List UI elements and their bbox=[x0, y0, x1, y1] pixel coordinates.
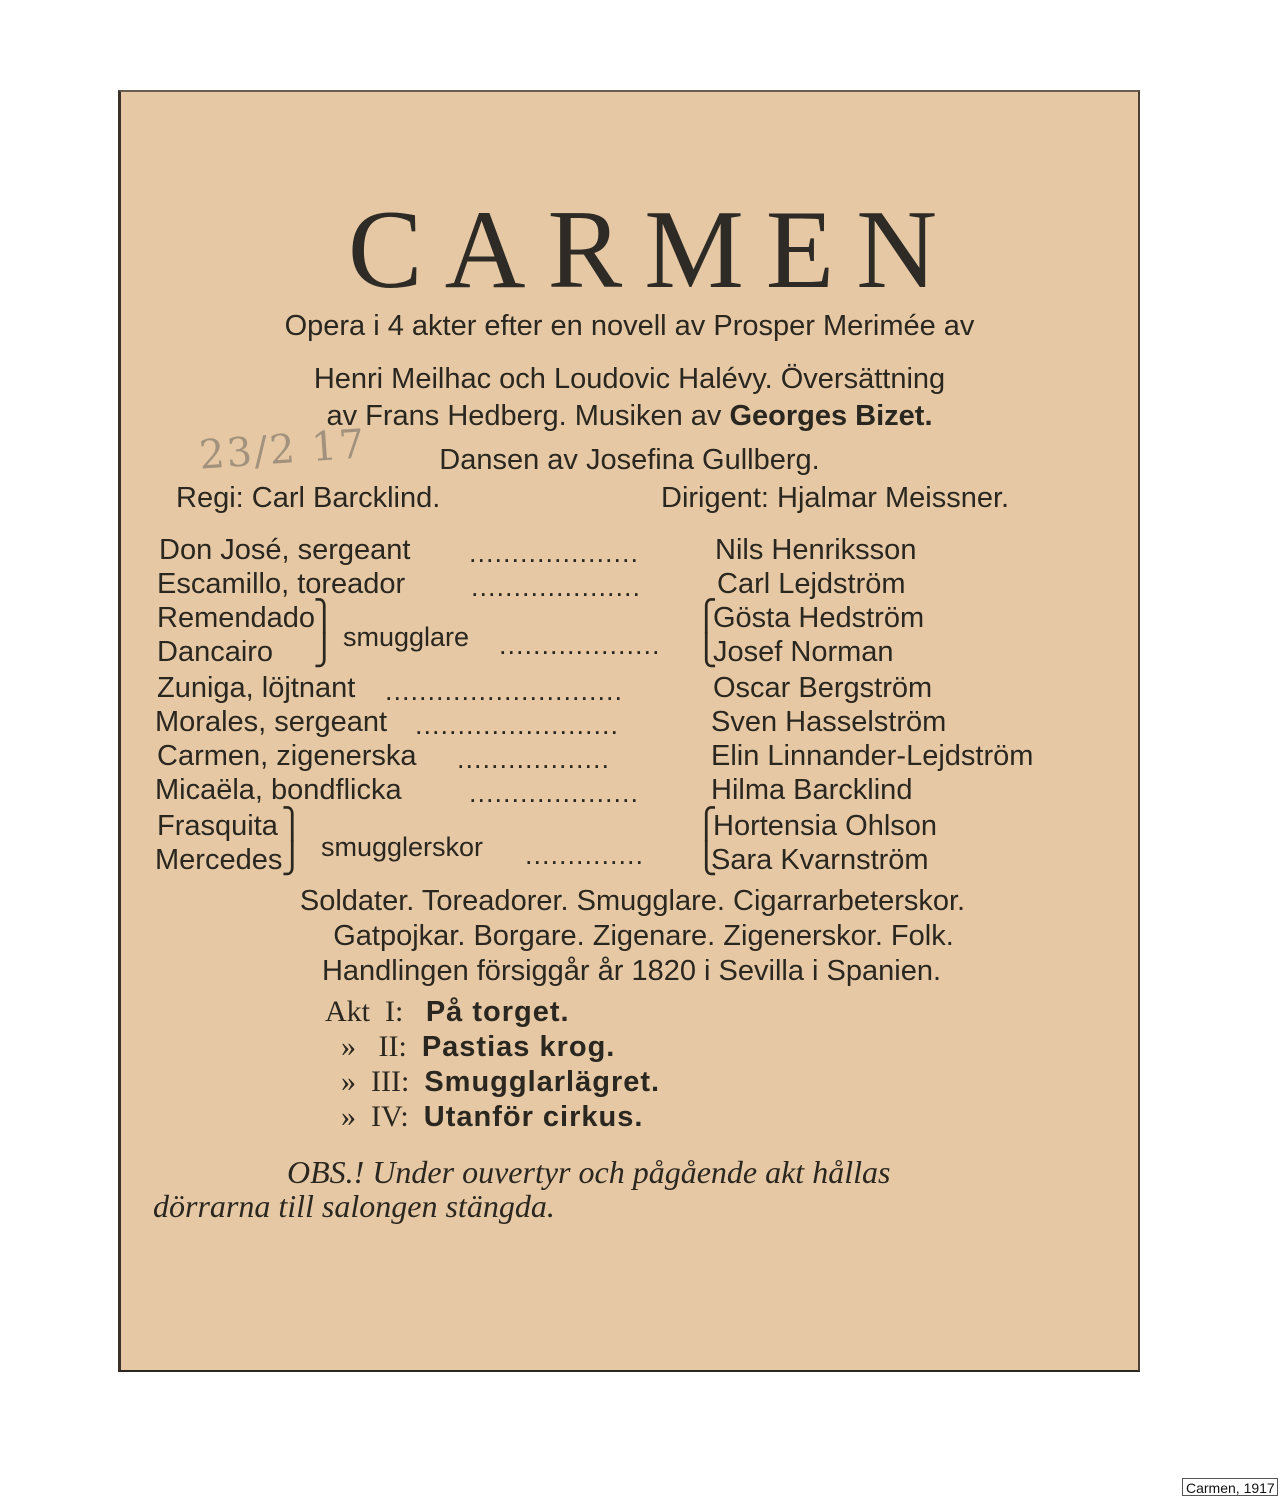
newspaper-clipping bbox=[118, 90, 1140, 1372]
cast-actor-hortensia-ohlson: Hortensia Ohlson bbox=[713, 810, 938, 842]
cast-role-morales: Morales, sergeant bbox=[155, 706, 388, 738]
cast-actor-morales: Sven Hasselström bbox=[711, 706, 947, 738]
cast-actor-zuniga: Oscar Bergström bbox=[713, 672, 933, 704]
cast-actor-carmen: Elin Linnander-Lejdström bbox=[711, 740, 1034, 772]
cast-actor-josef-norman: Josef Norman bbox=[713, 636, 894, 668]
cast-actor-escamillo: Carl Lejdström bbox=[717, 568, 906, 600]
brace-glyph: ⎫ bbox=[313, 600, 336, 633]
cast-leader-dots: .................. bbox=[457, 744, 611, 774]
cast-leader-dots: ........................ bbox=[415, 710, 620, 740]
brace-glyph: ⎧ bbox=[695, 808, 718, 841]
intro-line-2: Henri Meilhac och Loudovic Halévy. Översättning bbox=[313, 363, 946, 395]
brace-glyph: ⎧ bbox=[695, 600, 718, 633]
obs-line-2: dörrarna till salongen stängda. bbox=[153, 1188, 555, 1224]
brace-glyph: ⎩ bbox=[695, 634, 718, 667]
brace-glyph: ⎫ bbox=[281, 808, 304, 841]
act-1: Akt I: På torget. bbox=[325, 995, 570, 1028]
cast-role-carmen: Carmen, zigenerska bbox=[157, 740, 417, 772]
cast-leader-dots: .................... bbox=[471, 572, 642, 602]
brace-glyph: ⎩ bbox=[695, 842, 718, 875]
regi-credit: Regi: Carl Barcklind. bbox=[176, 482, 441, 514]
chorus-line-2: Gatpojkar. Borgare. Zigenare. Zigenerskor. Folk. bbox=[333, 920, 954, 952]
cast-role-frasquita: Frasquita bbox=[157, 810, 278, 842]
cast-role-dancairo: Dancairo bbox=[157, 636, 274, 668]
obs-line-1: OBS.! Under ouvertyr och pågående akt hållas bbox=[287, 1154, 891, 1190]
cast-role-remendado: Remendado bbox=[157, 602, 315, 634]
cast-group-smugglare: smugglare bbox=[343, 622, 470, 652]
cast-role-mercedes: Mercedes bbox=[155, 844, 283, 876]
brace-glyph: ⎭ bbox=[313, 634, 336, 667]
setting-line: Handlingen försiggår år 1820 i Sevilla i Spanien. bbox=[321, 955, 942, 987]
page-title: CARMEN bbox=[347, 188, 960, 312]
cast-role-micaela: Micaëla, bondflicka bbox=[155, 774, 402, 806]
cast-actor-gosta-hedstrom: Gösta Hedström bbox=[713, 602, 925, 634]
cast-leader-dots: .................... bbox=[469, 778, 640, 808]
brace-glyph: ⎭ bbox=[281, 842, 304, 875]
cast-actor-sara-kvarnstrom: Sara Kvarnström bbox=[711, 844, 929, 876]
cast-role-zuniga: Zuniga, löjtnant bbox=[157, 672, 356, 704]
cast-actor-micaela: Hilma Barcklind bbox=[711, 774, 913, 806]
act-3: » III: Smugglarlägret. bbox=[341, 1065, 661, 1098]
cast-role-don-jose: Don José, sergeant bbox=[159, 534, 411, 566]
cast-leader-dots: .............. bbox=[525, 840, 645, 870]
cast-group-smugglerskor: smugglerskor bbox=[321, 832, 484, 862]
cast-actor-don-jose: Nils Henriksson bbox=[715, 534, 917, 566]
act-4: » IV: Utanför cirkus. bbox=[341, 1100, 644, 1133]
chorus-line-1: Soldater. Toreadorer. Smugglare. Cigarrarbeterskor. bbox=[299, 885, 966, 917]
dirigent-credit: Dirigent: Hjalmar Meissner. bbox=[661, 482, 1010, 514]
image-caption: Carmen, 1917 bbox=[1182, 1478, 1278, 1496]
cast-role-escamillo: Escamillo, toreador bbox=[157, 568, 406, 600]
act-2: » II: Pastias krog. bbox=[341, 1030, 616, 1063]
intro-line-3: av Frans Hedberg. Musiken av Georges Bizet. bbox=[326, 400, 933, 432]
handwritten-date: 23/2 17 bbox=[197, 421, 368, 479]
intro-line-1: Opera i 4 akter efter en novell av Prosper Merimée av bbox=[284, 310, 975, 342]
cast-leader-dots: .................... bbox=[469, 538, 640, 568]
cast-leader-dots: ............................ bbox=[385, 676, 624, 706]
cast-leader-dots: ................... bbox=[499, 630, 661, 660]
intro-line-4: Dansen av Josefina Gullberg. bbox=[439, 444, 820, 476]
